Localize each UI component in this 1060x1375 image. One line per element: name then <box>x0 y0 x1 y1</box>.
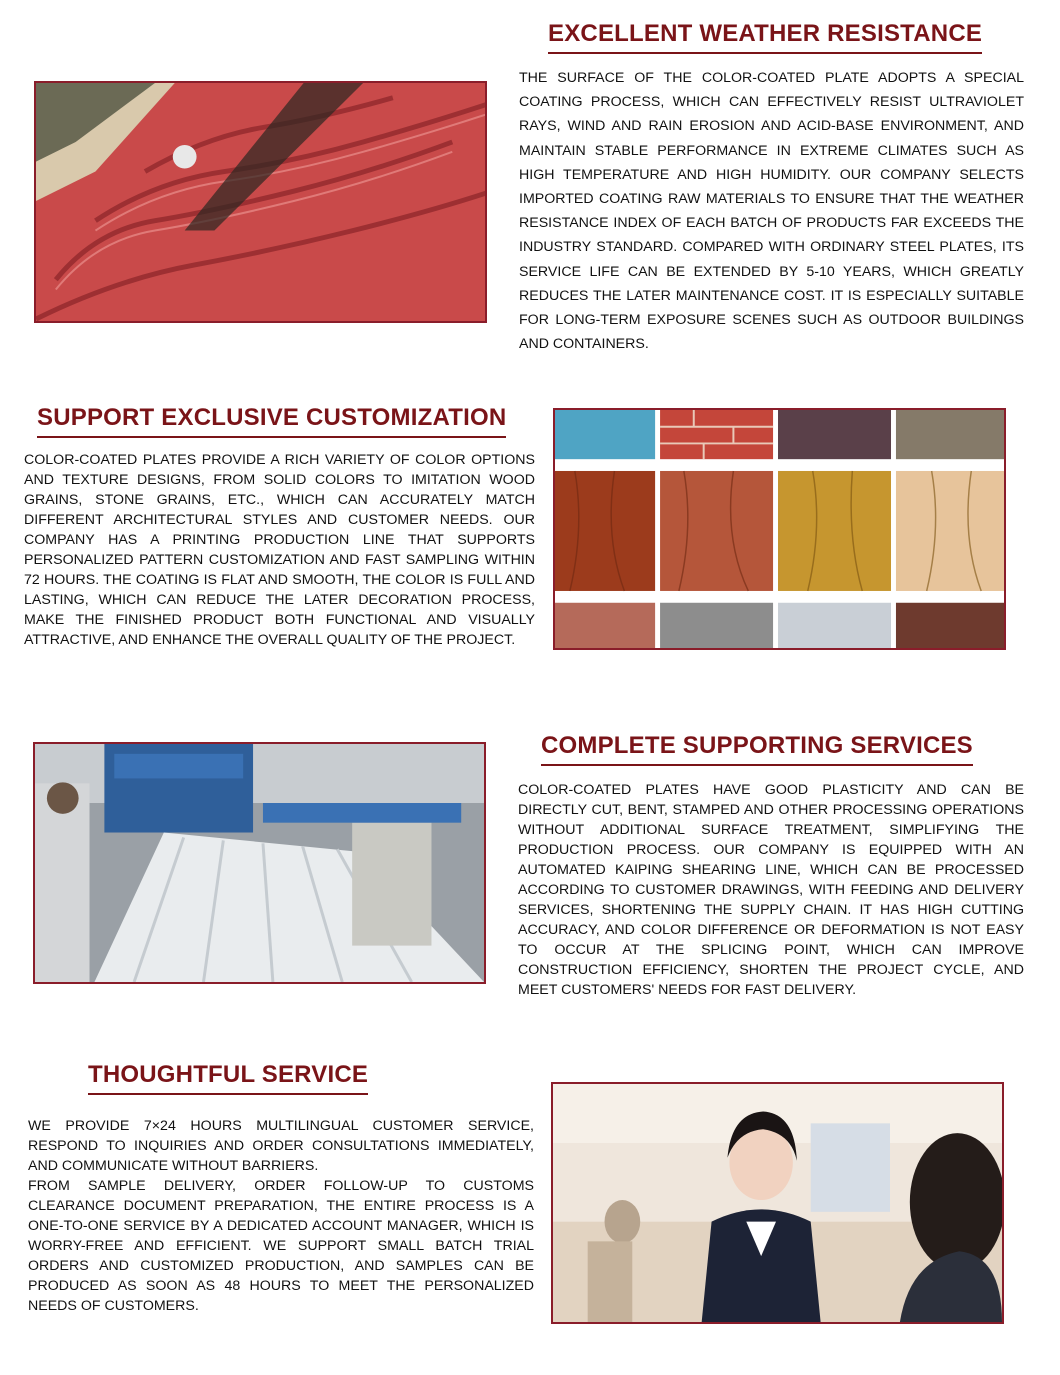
section-title-weather-resistance: EXCELLENT WEATHER RESISTANCE <box>548 20 982 54</box>
production-line-image <box>33 742 486 984</box>
customization-text: COLOR-COATED PLATES PROVIDE A RICH VARIETY OF COLOR OPTIONS AND TEXTURE DESIGNS, FROM SOLID COLORS TO IMITATION WOOD GRAINS, STONE GRAINS, ETC., WHICH CAN ACCURATELY MATCH DIFFERENT ARCHITECTURAL STYLES AND CUSTOMER NEEDS. OUR COMPANY HAS A PRINTING PRODUCTION LINE THAT SUPPORTS PERSONALIZED PATTERN CUSTOMIZATION AND FAST SAMPLING WITHIN 72 HOURS. THE COATING IS FLAT AND SMOOTH, THE COLOR IS FULL AND LASTING, WHICH CAN REDUCE THE LATER DECORATION PROCESS, MAKE THE FINISHED PRODUCT BOTH FUNCTIONAL AND VISUALLY ATTRACTIVE, AND ENHANCE THE OVERALL QUALITY OF THE PROJECT. <box>24 452 535 648</box>
section-title-thoughtful-service: THOUGHTFUL SERVICE <box>88 1061 368 1095</box>
supporting-services-text: COLOR-COATED PLATES HAVE GOOD PLASTICITY AND CAN BE DIRECTLY CUT, BENT, STAMPED AND OTHER PROCESSING OPERATIONS WITHOUT ADDITIONAL SURFACE TREATMENT, SIMPLIFYING THE PRODUCTION PROCESS. OUR COMPANY IS EQUIPPED WITH AN AUTOMATED KAIPING SHEARING LINE, WHICH CAN BE PROCESSED ACCORDING TO CUSTOMER DRAWINGS, WITH FEEDING AND DELIVERY SERVICES, SHORTENING THE SUPPLY CHAIN. IT HAS HIGH CUTTING ACCURACY, AND COLOR DIFFERENCE OR DEFORMATION IS NOT EASY TO OCCUR AT THE SPLICING POINT, WHICH CAN IMPROVE CONSTRUCTION EFFICIENCY, SHORTEN THE PROJECT CYCLE, AND MEET CUSTOMERS' NEEDS FOR FAST DELIVERY. <box>518 782 1024 998</box>
thoughtful-service-text-1: WE PROVIDE 7×24 HOURS MULTILINGUAL CUSTOMER SERVICE, RESPOND TO INQUIRIES AND ORDER CONSULTATIONS IMMEDIATELY, AND COMMUNICATE WITHOUT BARRIERS. <box>28 1118 534 1174</box>
section-title-supporting-services: COMPLETE SUPPORTING SERVICES <box>541 732 973 766</box>
weather-resistance-text: THE SURFACE OF THE COLOR-COATED PLATE ADOPTS A SPECIAL COATING PROCESS, WHICH CAN EFFECTIVELY RESIST ULTRAVIOLET RAYS, WIND AND RAIN EROSION AND ACID-BASE ENVIRONMENT, AND MAINTAIN STABLE PERFORMANCE IN EXTREME CLIMATES SUCH AS HIGH TEMPERATURE AND HIGH HUMIDITY. OUR COMPANY SELECTS IMPORTED COATING RAW MATERIALS TO ENSURE THAT THE WEATHER RESISTANCE INDEX OF EACH BATCH OF PRODUCTS FAR EXCEEDS THE INDUSTRY STANDARD. COMPARED WITH ORDINARY STEEL PLATES, ITS SERVICE LIFE CAN BE EXTENDED BY 5-10 YEARS, WHICH GREATLY REDUCES THE LATER MAINTENANCE COST. IT IS ESPECIALLY SUITABLE FOR LONG-TERM EXPOSURE SCENES SUCH AS OUTDOOR BUILDINGS AND CONTAINERS. <box>519 70 1024 353</box>
texture-samples-image <box>553 408 1006 650</box>
customer-service-agent-image <box>551 1082 1004 1324</box>
section-title-customization: SUPPORT EXCLUSIVE CUSTOMIZATION <box>37 404 506 438</box>
thoughtful-service-text-2: FROM SAMPLE DELIVERY, ORDER FOLLOW-UP TO CUSTOMS CLEARANCE DOCUMENT PREPARATION, THE ENTIRE PROCESS IS A ONE-TO-ONE SERVICE BY A DEDICATED ACCOUNT MANAGER, WHICH IS WORRY-FREE AND EFFICIENT. WE SUPPORT SMALL BATCH TRIAL ORDERS AND CUSTOMIZED PRODUCTION, AND SAMPLES CAN BE PRODUCED AS SOON AS 48 HOURS TO MEET THE PERSONALIZED NEEDS OF CUSTOMERS. <box>28 1178 534 1314</box>
red-roof-tile-image <box>34 81 487 323</box>
